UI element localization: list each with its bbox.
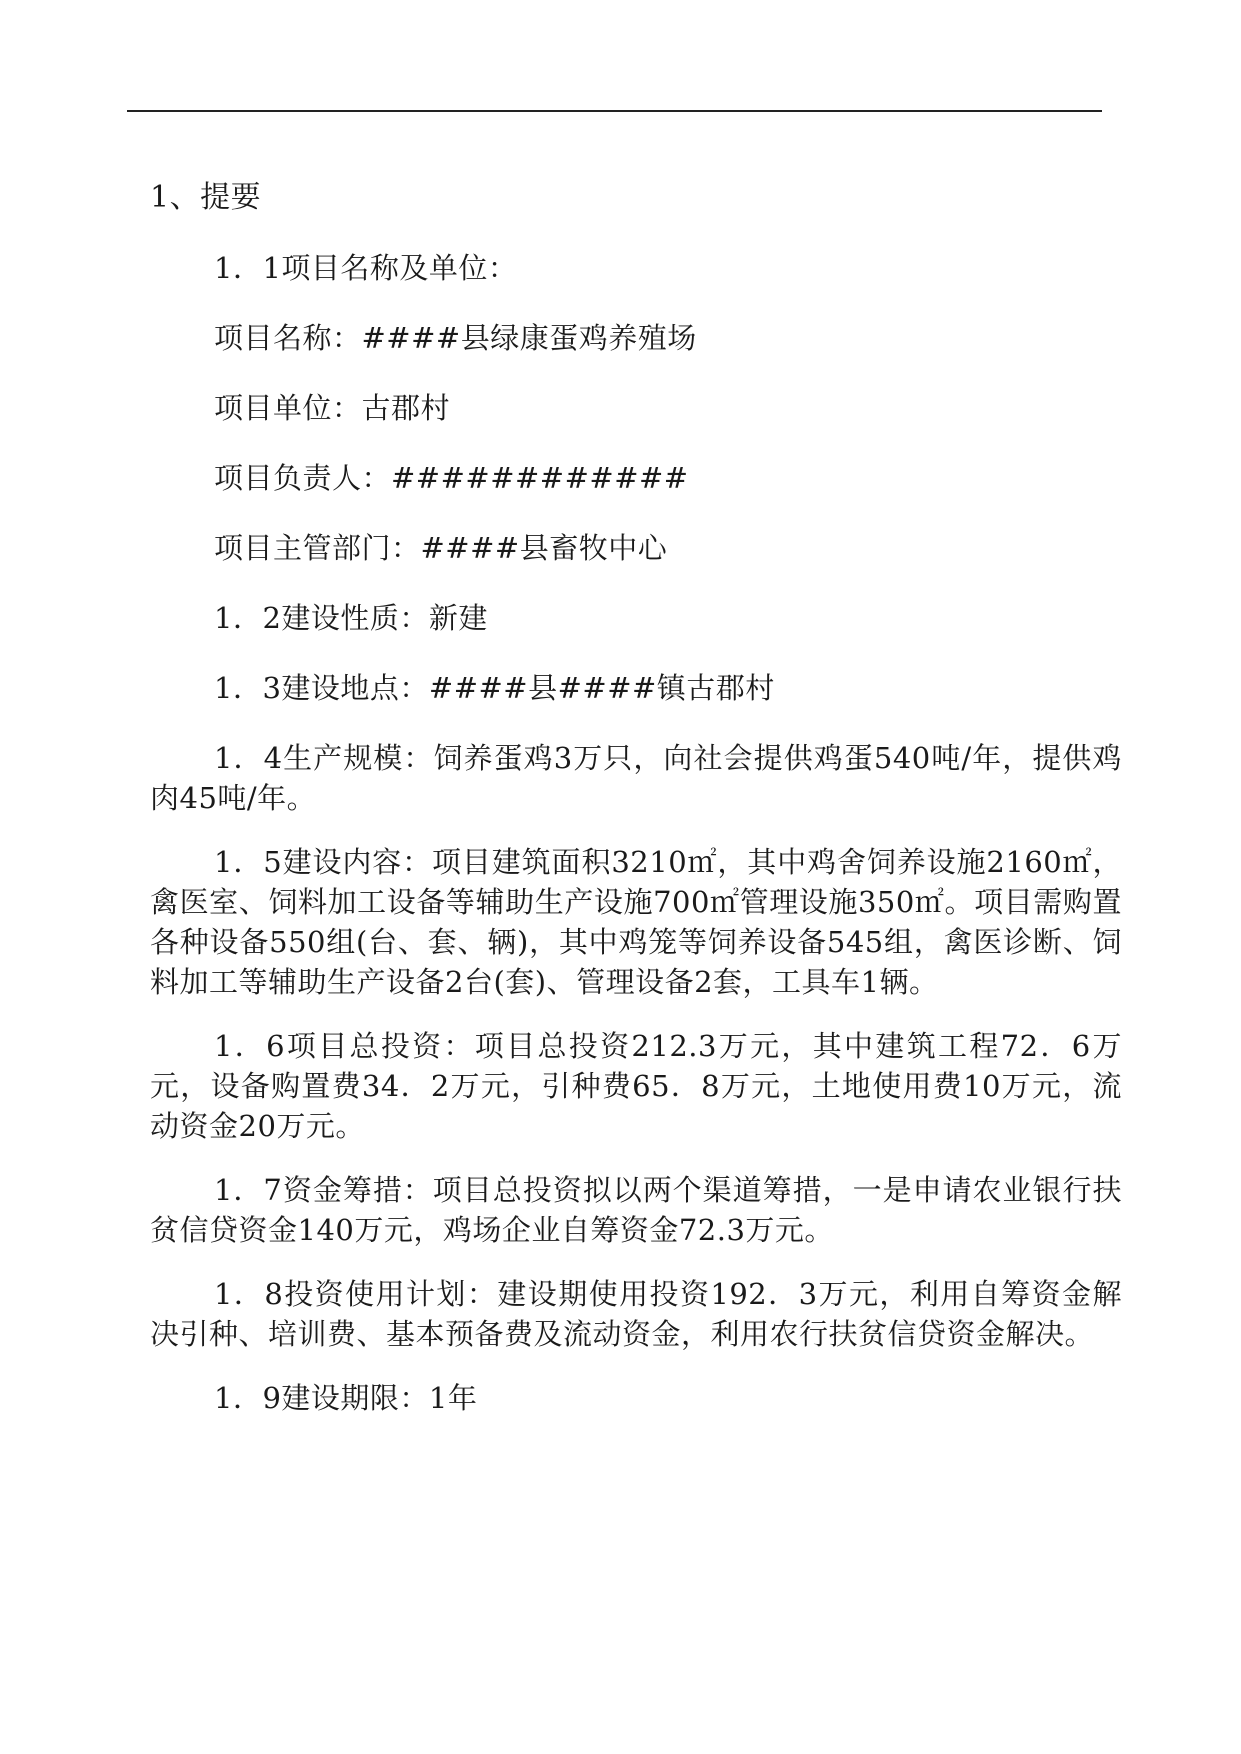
construction-period: 1．9建设期限：1年 <box>214 1381 478 1415</box>
heading-1-1: 1．1项目名称及单位： <box>214 251 518 285</box>
project-unit: 项目单位：古郡村 <box>214 391 451 425</box>
project-leader: 项目负责人：############ <box>214 461 689 495</box>
production-scale: 1．4生产规模：饲养蛋鸡3万只，向社会提供鸡蛋540吨/年，提供鸡肉45吨/年。 <box>150 741 1122 815</box>
section-title: 1、提要 <box>150 180 262 215</box>
construction-nature: 1．2建设性质：新建 <box>214 601 488 635</box>
project-name: 项目名称：####县绿康蛋鸡养殖场 <box>214 321 697 355</box>
construction-location: 1．3建设地点：####县####镇古郡村 <box>214 671 775 705</box>
construction-content: 1．5建设内容：项目建筑面积3210㎡，其中鸡舍饲养设施2160㎡，禽医室、饲料加工设备等辅助生产设施700㎡管理设施350㎡。项目需购置各种设备550组(台、套、辆)，其中鸡笼等饲养设备545组，禽医诊断、饲料加工等辅助生产设备2台(套)、管理设备2套，工具车1辆。 <box>150 845 1122 999</box>
investment-plan: 1．8投资使用计划：建设期使用投资192．3万元，利用自筹资金解决引种、培训费、基本预备费及流动资金，利用农行扶贫信贷资金解决。 <box>150 1277 1122 1351</box>
total-investment: 1．6项目总投资：项目总投资212.3万元，其中建筑工程72．6万元，设备购置费34．2万元，引种费65．8万元，土地使用费10万元，流动资金20万元。 <box>150 1029 1122 1143</box>
fund-raising: 1．7资金筹措：项目总投资拟以两个渠道筹措，一是申请农业银行扶贫信贷资金140万元，鸡场企业自筹资金72.3万元。 <box>150 1173 1122 1247</box>
project-department: 项目主管部门：####县畜牧中心 <box>214 531 668 565</box>
header-rule <box>127 110 1102 112</box>
document-body <box>150 178 1122 1448</box>
